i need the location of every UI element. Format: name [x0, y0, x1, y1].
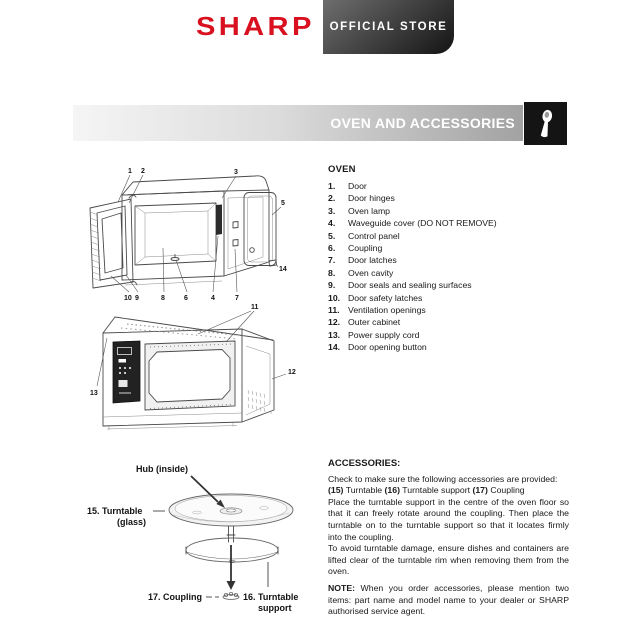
turntable-label-line2: (glass) — [117, 517, 147, 527]
section-title: OVEN AND ACCESSORIES — [330, 115, 515, 131]
list-item: 11. Ventilation openings — [328, 305, 426, 316]
accessories-section — [328, 458, 569, 618]
callout-4: 4 — [211, 295, 215, 302]
oven-door-drawing — [90, 195, 137, 288]
spoon-icon — [533, 109, 559, 139]
coupling-drawing — [223, 592, 239, 599]
list-item: 9. Door seals and sealing surfaces — [328, 280, 472, 291]
list-item: 6. Coupling — [328, 243, 383, 254]
list-item: 1. Door — [328, 181, 367, 191]
door-window-drawing — [145, 341, 235, 410]
oven-list-heading: OVEN — [328, 164, 356, 175]
list-item: 14. Door opening button — [328, 342, 427, 353]
turntable-diagram — [85, 455, 315, 637]
official-store-label: OFFICIAL STORE — [329, 21, 448, 33]
support-label-line1: 16. Turntable — [243, 592, 299, 602]
down-arrow-head — [227, 581, 236, 590]
list-item: 4. Waveguide cover (DO NOT REMOVE) — [328, 218, 497, 229]
accessories-paragraph-2: To avoid turntable damage, ensure dishes and containers are lifted clear of the turntable rim when removing them from the oven. — [328, 543, 569, 577]
front-control-panel-drawing — [113, 341, 140, 403]
list-item: 8. Oven cavity — [328, 267, 394, 278]
callout-3: 3 — [234, 169, 238, 176]
accessories-heading: ACCESSORIES: — [328, 458, 401, 469]
section-icon-box — [524, 102, 567, 145]
coupling-label: 17. Coupling — [148, 592, 202, 602]
official-store-badge — [323, 0, 454, 54]
turntable-plate-drawing — [169, 494, 293, 526]
hub-label: Hub (inside) — [136, 464, 188, 474]
callout-2: 2 — [141, 168, 145, 175]
list-item: 5. Control panel — [328, 230, 400, 241]
sharp-logo: SHARP — [196, 11, 315, 41]
list-item: 7. Door latches — [328, 255, 397, 266]
note-paragraph: NOTE: When you order accessories, please mention two items: part name and model name to your dealer or SHARP authorised service agent. — [328, 582, 569, 617]
section-title-bar — [73, 105, 523, 141]
callout-10: 10 — [124, 295, 132, 302]
callout-9: 9 — [135, 295, 139, 302]
support-label-line2: support — [258, 603, 292, 613]
list-item: 2. Door hinges — [328, 193, 395, 204]
callout-7: 7 — [235, 295, 239, 302]
callout-14: 14 — [279, 266, 287, 273]
control-panel-drawing — [244, 193, 277, 267]
oven-parts-list — [328, 164, 570, 354]
accessories-paragraph-1: Place the turntable support in the centre of the oven floor so that it can freely rotate around the coupling. Then place the turntable on to the turntable support so that it locates firmly into the coupling. — [328, 496, 569, 542]
callout-13: 13 — [90, 390, 98, 397]
callout-1: 1 — [128, 168, 132, 175]
callout-8: 8 — [161, 295, 165, 302]
callout-11: 11 — [251, 304, 259, 311]
list-item: 3. Oven lamp — [328, 205, 391, 216]
list-item: 12. Outer cabinet — [328, 317, 401, 328]
turntable-support-drawing — [186, 526, 278, 563]
accessories-parts-line: (15) Turntable (16) Turntable support (17) Coupling — [328, 485, 525, 496]
accessories-intro: Check to make sure the following accessories are provided: — [328, 473, 558, 484]
oven-body-drawing — [122, 176, 269, 285]
list-item: 10. Door safety latches — [328, 292, 423, 303]
callout-12: 12 — [288, 369, 296, 376]
callout-5: 5 — [281, 200, 285, 207]
list-item: 13. Power supply cord — [328, 329, 420, 340]
callout-6: 6 — [184, 295, 188, 302]
open-oven-diagram — [85, 162, 310, 307]
turntable-label-line1: 15. Turntable — [87, 506, 143, 516]
closed-oven-diagram — [85, 300, 310, 440]
